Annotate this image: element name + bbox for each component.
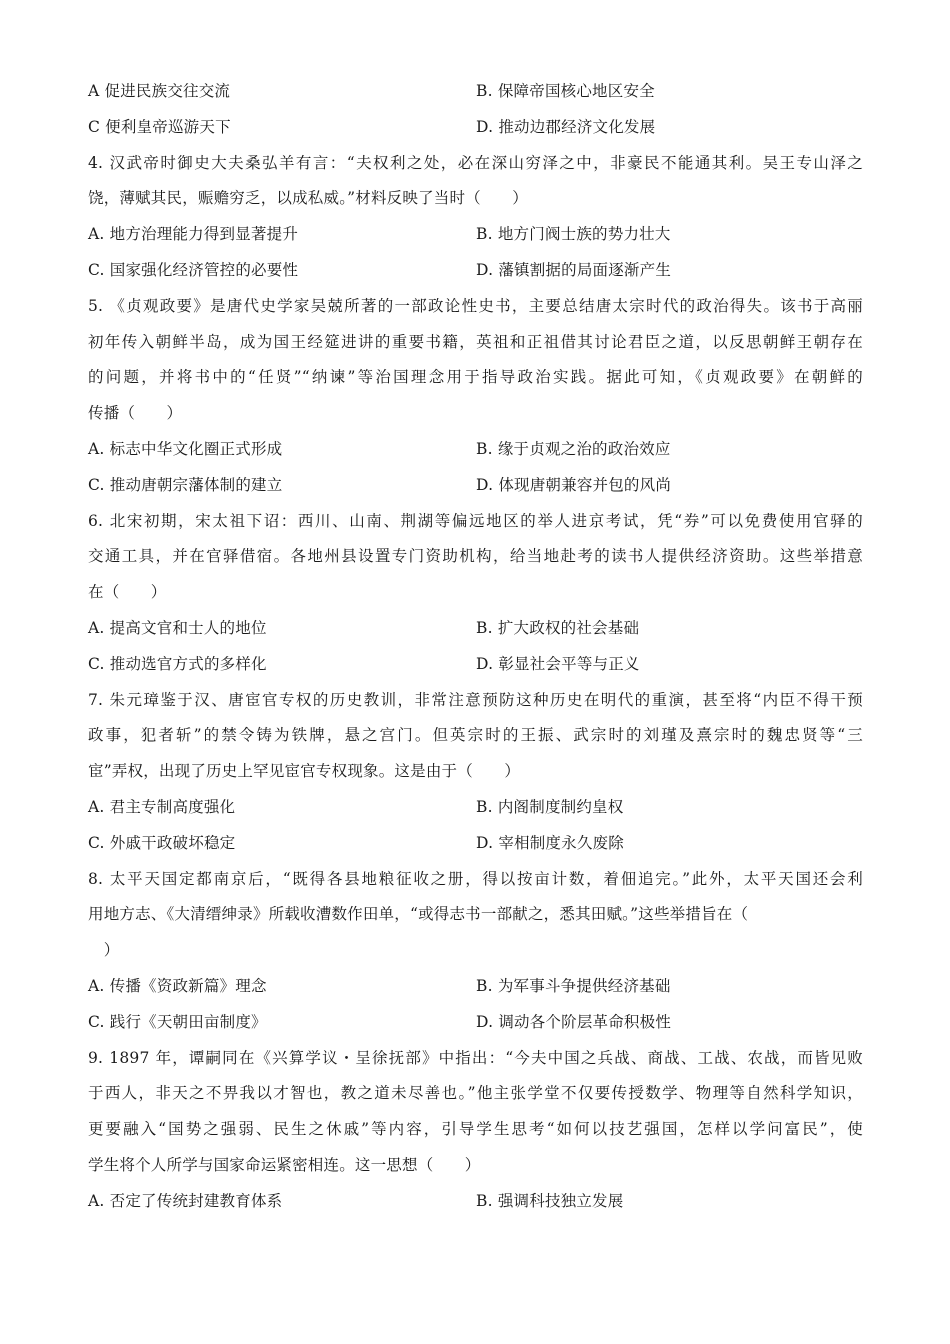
- question-stem-line: 饶，薄赋其民，赈赡穷乏，以成私威。”材料反映了当时（ ）: [88, 189, 528, 208]
- question-stem-line: 6. 北宋初期，宋太祖下诏：西川、山南、荆湖等偏远地区的举人进京考试，凭“券”可以免费使用官驿的: [88, 511, 863, 530]
- question-stem-line: 初年传入朝鲜半岛，成为国王经筵进讲的重要书籍，英祖和正祖借其讨论君臣之道，以反思朝鲜王朝存在: [88, 332, 863, 351]
- option-c[interactable]: C. 践行《天朝田亩制度》: [88, 1012, 267, 1031]
- question-stem-line: 于西人，非天之不畀我以才智也，教之道未尽善也。”他主张学堂不仅要传授数学、物理等自然科学知识，: [88, 1084, 863, 1103]
- question-6: [88, 504, 863, 683]
- option-b[interactable]: B. 保障帝国核心地区安全: [476, 82, 655, 100]
- option-a[interactable]: A. 提高文官和士人的地位: [88, 618, 267, 637]
- option-c[interactable]: C 便利皇帝巡游天下: [88, 117, 231, 136]
- question-stem-line: 8. 太平天国定都南京后，“既得各县地粮征收之册，得以按亩计数，着佃追完。”此外，太平天国还会利: [88, 869, 863, 888]
- option-d[interactable]: D. 调动各个阶层革命积极性: [476, 1012, 672, 1031]
- option-b[interactable]: B. 缘于贞观之治的政治效应: [476, 439, 671, 458]
- option-row: [88, 1184, 863, 1220]
- question-7: [88, 683, 863, 862]
- option-c[interactable]: C. 国家强化经济管控的必要性: [88, 260, 299, 279]
- exam-page: [88, 74, 863, 1220]
- option-row: [88, 432, 863, 468]
- question-stem-line: 5. 《贞观政要》是唐代史学家吴兢所著的一部政论性史书，主要总结唐太宗时代的政治得失。该书于高丽: [88, 296, 863, 315]
- question-stem-line: 宦”弄权，出现了历史上罕见宦官专权现象。这是由于（ ）: [88, 762, 521, 781]
- option-row: [88, 110, 863, 146]
- option-c[interactable]: C. 外戚干政破坏稳定: [88, 833, 236, 852]
- option-row: [88, 253, 863, 289]
- option-row: [88, 611, 863, 647]
- option-a[interactable]: A 促进民族交往交流: [88, 82, 231, 100]
- option-row: [88, 1005, 863, 1041]
- question-stem-line: 4. 汉武帝时御史大夫桑弘羊有言：“夫权利之处，必在深山穷泽之中，非豪民不能通其利。吴王专山泽之: [88, 153, 863, 172]
- question-stem-line: 政事，犯者斩”的禁令铸为铁牌，悬之宫门。但英宗时的王振、武宗时的刘瑾及熹宗时的魏忠贤等“三: [88, 726, 863, 745]
- option-d[interactable]: D. 彰显社会平等与正义: [476, 654, 640, 673]
- option-b[interactable]: B. 为军事斗争提供经济基础: [476, 976, 671, 995]
- option-b[interactable]: B. 地方门阀士族的势力壮大: [476, 225, 671, 244]
- question-stem-line: 7. 朱元璋鉴于汉、唐宦官专权的历史教训，非常注意预防这种历史在明代的重演，甚至将“内臣不得干预: [88, 690, 863, 709]
- option-row: [88, 969, 863, 1005]
- question-stem-line: 更要融入“国势之强弱、民生之休戚”等内容，引导学生思考“如何以技艺强国，怎样以学问富民”，使: [88, 1120, 863, 1139]
- question-stem-line: 的问题，并将书中的“任贤”“纳谏”等治国理念用于指导政治实践。据此可知，《贞观政要》在朝鲜的: [88, 368, 863, 387]
- question-4: [88, 146, 863, 289]
- question-8: [88, 862, 863, 1041]
- option-row: [88, 468, 863, 504]
- question-stem-line: ）: [88, 941, 120, 960]
- question-stem-line: 在（ ）: [88, 583, 167, 602]
- option-a[interactable]: A. 标志中华文化圈正式形成: [88, 439, 283, 458]
- option-c[interactable]: C. 推动唐朝宗藩体制的建立: [88, 475, 283, 494]
- question-9: [88, 1041, 863, 1220]
- question-stem-line: 用地方志、《大清缙绅录》所载收漕数作田单，“或得志书一部献之，悉其田赋。”这些举措旨在（: [88, 905, 749, 924]
- option-row: [88, 74, 863, 110]
- question-stem-line: 学生将个人所学与国家命运紧密相连。这一思想（ ）: [88, 1155, 481, 1174]
- option-row: [88, 790, 863, 826]
- question-stem-line: 9. 1897 年，谭嗣同在《兴算学议・呈徐抚部》中指出：“今夫中国之兵战、商战、工战、农战，而皆见败: [88, 1048, 863, 1067]
- option-d[interactable]: D. 推动边郡经济文化发展: [476, 117, 656, 136]
- option-a[interactable]: A. 否定了传统封建教育体系: [88, 1191, 283, 1210]
- option-d[interactable]: D. 藩镇割据的局面逐渐产生: [476, 260, 672, 279]
- option-d[interactable]: D. 体现唐朝兼容并包的风尚: [476, 475, 672, 494]
- option-b[interactable]: B. 扩大政权的社会基础: [476, 618, 640, 637]
- option-a[interactable]: A. 地方治理能力得到显著提升: [88, 225, 299, 244]
- option-row: [88, 826, 863, 862]
- option-row: [88, 217, 863, 253]
- option-b[interactable]: B. 强调科技独立发展: [476, 1191, 624, 1210]
- question-5: [88, 289, 863, 504]
- question-stem-line: 交通工具，并在官驿借宿。各地州县设置专门资助机构，给当地赴考的读书人提供经济资助。这些举措意: [88, 547, 863, 566]
- question-3: [88, 74, 863, 146]
- option-d[interactable]: D. 宰相制度永久废除: [476, 833, 624, 852]
- question-stem-line: 传播（ ）: [88, 404, 183, 423]
- option-row: [88, 647, 863, 683]
- option-a[interactable]: A. 君主专制高度强化: [88, 797, 236, 816]
- option-b[interactable]: B. 内阁制度制约皇权: [476, 797, 624, 816]
- option-c[interactable]: C. 推动选官方式的多样化: [88, 654, 267, 673]
- option-a[interactable]: A. 传播《资政新篇》理念: [88, 976, 267, 995]
